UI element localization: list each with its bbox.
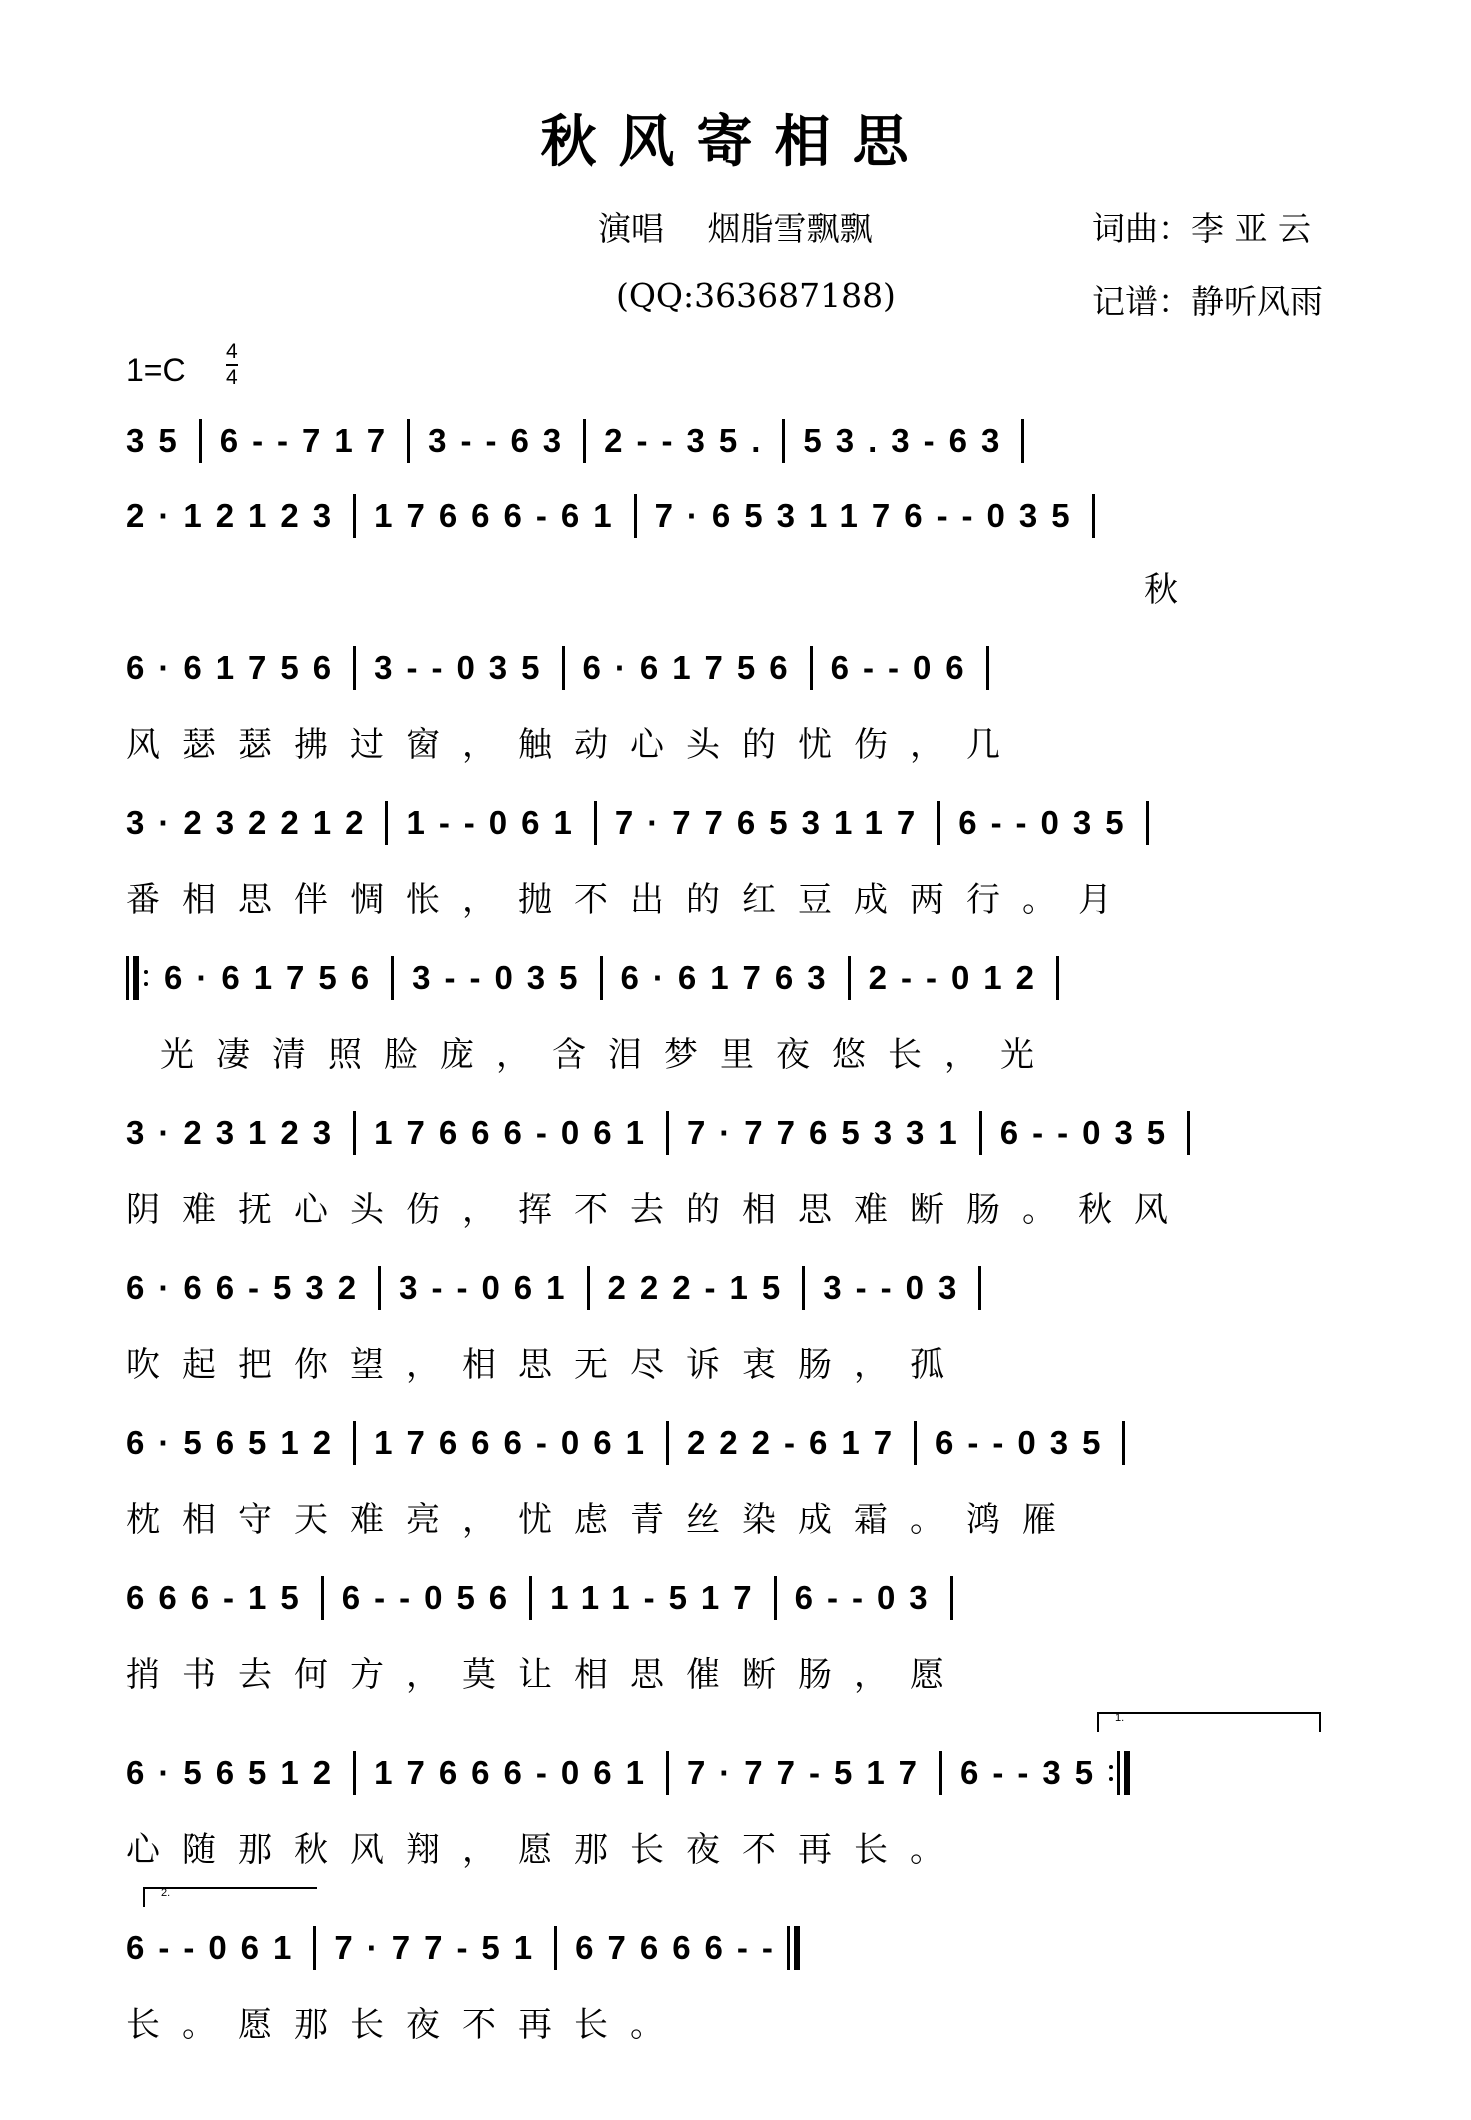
barline <box>802 1266 805 1310</box>
measure: 6·61756 <box>126 649 346 686</box>
lyric-row-11: 长。愿那长夜不再长。 <box>126 2005 686 2045</box>
measure: 3--035 <box>374 649 554 686</box>
volta-second-ending <box>143 1887 317 1907</box>
barline <box>554 1926 557 1970</box>
measure: 3·23123 <box>126 1114 346 1151</box>
barline <box>407 419 410 463</box>
lyric-row-6: 阴难抚心头伤，挥不去的相思难断肠。秋风 <box>126 1190 1190 1230</box>
volta-2-label: 2. <box>161 1887 171 1899</box>
measure: 666-15 <box>126 1579 313 1616</box>
barline <box>353 1751 356 1795</box>
music-row-9 <box>126 1570 971 1626</box>
measure: 6--061 <box>126 1929 306 1966</box>
barline <box>594 801 597 845</box>
barline <box>1056 956 1059 1000</box>
music-row-1 <box>126 413 1042 469</box>
measure: 6--035 <box>935 1424 1115 1461</box>
barline <box>914 1421 917 1465</box>
time-signature <box>226 340 238 389</box>
measure: 6·61756 <box>164 959 384 996</box>
measure: 6--035 <box>958 804 1138 841</box>
measure: 222-15 <box>607 1269 795 1306</box>
measure: 3--63 <box>428 422 576 459</box>
measure: 2--35. <box>604 422 775 459</box>
barline <box>782 419 785 463</box>
barline <box>391 956 394 1000</box>
measure: 17666-61 <box>374 497 626 534</box>
barline <box>313 1926 316 1970</box>
barline <box>199 419 202 463</box>
lyric-row-9: 捎书去何方，莫让相思催断肠，愿 <box>126 1655 966 1695</box>
lyricist-credit: 词曲：李 亚 云 <box>1092 209 1311 248</box>
barline <box>666 1111 669 1155</box>
barline <box>937 801 940 845</box>
barline <box>939 1751 942 1795</box>
barline <box>562 646 565 690</box>
barline <box>353 494 356 538</box>
barline <box>1122 1421 1125 1465</box>
barline <box>587 1266 590 1310</box>
measure: 6·61763 <box>620 959 840 996</box>
measure: 111-517 <box>550 1579 766 1616</box>
barline <box>321 1576 324 1620</box>
music-row-3 <box>126 640 1007 696</box>
music-row-11 <box>126 1920 801 1976</box>
music-row-2 <box>126 488 1113 544</box>
measure: 3--061 <box>399 1269 579 1306</box>
music-row-4 <box>126 795 1167 851</box>
barline <box>950 1576 953 1620</box>
singer-credit: 演唱 烟脂雪飘飘 <box>598 209 873 248</box>
measure: 7·77653117 <box>614 804 930 841</box>
barline <box>529 1576 532 1620</box>
final-barline <box>787 1926 801 1970</box>
lyric-row-8: 枕相守天难亮，忧虑青丝染成霜。鸿雁 <box>126 1500 1078 1540</box>
barline <box>1092 494 1095 538</box>
measure: 7·77-51 <box>334 1929 547 1966</box>
barline <box>378 1266 381 1310</box>
measure: 17666-061 <box>374 1754 658 1791</box>
measure: 7·6531176--035 <box>654 497 1084 534</box>
music-row-5 <box>126 950 1077 1006</box>
barline <box>666 1751 669 1795</box>
measure: 67666-- <box>575 1929 787 1966</box>
music-row-10 <box>126 1745 1133 1801</box>
time-bottom: 4 <box>226 366 238 389</box>
lyric-row-2: 秋 <box>1144 570 1200 610</box>
measure: 6·61756 <box>582 649 802 686</box>
barline <box>1187 1111 1190 1155</box>
transcriber-credit: 记谱：静听风雨 <box>1092 282 1323 321</box>
barline <box>666 1421 669 1465</box>
measure: 3·232212 <box>126 804 378 841</box>
volta-1-label: 1. <box>1115 1712 1125 1724</box>
measure: 53.3-63 <box>803 422 1014 459</box>
lyric-row-7: 吹起把你望，相思无尽诉衷肠，孤 <box>126 1345 966 1385</box>
measure: 7·7765331 <box>686 1114 971 1151</box>
measure: 6--35 <box>960 1754 1108 1791</box>
measure: 6·56512 <box>126 1754 346 1791</box>
measure: 35 <box>126 422 191 459</box>
measure: 6--06 <box>830 649 978 686</box>
measure: 1--061 <box>406 804 586 841</box>
lyric-row-4: 番相思伴惆怅，抛不出的红豆成两行。月 <box>126 880 1134 920</box>
barline <box>600 956 603 1000</box>
barline <box>385 801 388 845</box>
lyric-row-10: 心随那秋风翔，愿那长夜不再长。 <box>126 1830 966 1870</box>
measure: 2--012 <box>868 959 1048 996</box>
barline <box>1021 419 1024 463</box>
measure: 6--717 <box>219 422 400 459</box>
barline <box>810 646 813 690</box>
music-row-8 <box>126 1415 1143 1471</box>
barline <box>353 646 356 690</box>
barline <box>353 1421 356 1465</box>
measure: 3--035 <box>412 959 592 996</box>
lyric-row-5: 光凄清照脸庞，含泪梦里夜悠长，光 <box>160 1035 1056 1075</box>
repeat-end <box>1107 1751 1133 1795</box>
barline <box>583 419 586 463</box>
measure: 6·56512 <box>126 1424 346 1461</box>
music-row-6 <box>126 1105 1208 1161</box>
lyric-row-3: 风瑟瑟拂过窗，触动心头的忧伤，几 <box>126 725 1022 765</box>
measure: 6--035 <box>999 1114 1180 1151</box>
measure: 6·66-532 <box>126 1269 371 1306</box>
time-top: 4 <box>226 340 238 363</box>
measure: 17666-061 <box>374 1114 658 1151</box>
volta-first-ending <box>1097 1712 1321 1732</box>
barline <box>979 1111 982 1155</box>
barline <box>774 1576 777 1620</box>
song-title: 秋风寄相思 <box>540 109 931 175</box>
barline <box>353 1111 356 1155</box>
measure: 7·77-517 <box>686 1754 932 1791</box>
measure: 6--03 <box>794 1579 942 1616</box>
barline <box>978 1266 981 1310</box>
key-signature: 1=C <box>126 352 186 388</box>
qq-number: (QQ:363687188) <box>616 276 896 315</box>
measure: 222-617 <box>686 1424 907 1461</box>
measure: 6--056 <box>341 1579 522 1616</box>
measure: 3--03 <box>823 1269 971 1306</box>
barline <box>848 956 851 1000</box>
barline <box>1146 801 1149 845</box>
repeat-start <box>126 956 152 1000</box>
music-row-7 <box>126 1260 999 1316</box>
measure: 17666-061 <box>374 1424 658 1461</box>
measure: 2·12123 <box>126 497 346 534</box>
barline <box>634 494 637 538</box>
barline <box>986 646 989 690</box>
